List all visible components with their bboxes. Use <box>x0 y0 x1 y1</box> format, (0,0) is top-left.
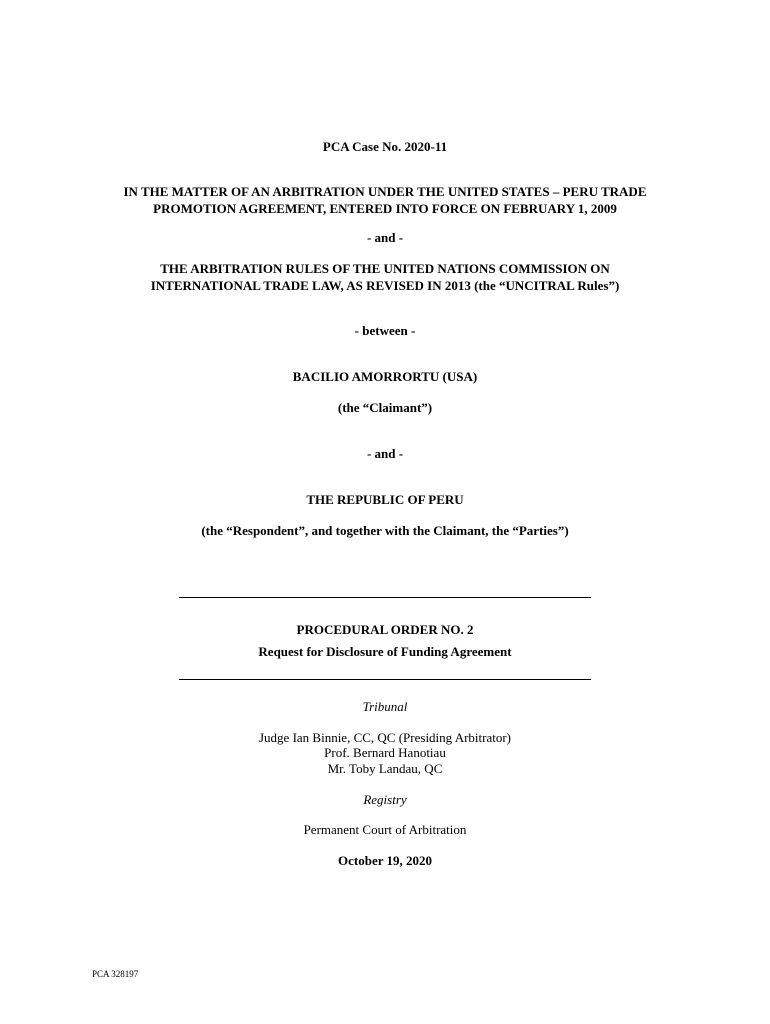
top-divider <box>179 597 591 598</box>
tribunal-heading: Tribunal <box>362 699 408 714</box>
matter-line-2: PROMOTION AGREEMENT, ENTERED INTO FORCE ON FEBRUARY 1, 2009 <box>153 201 617 216</box>
registry-name: Permanent Court of Arbitration <box>303 822 467 837</box>
order-subtitle: Request for Disclosure of Funding Agreement <box>258 644 512 659</box>
respondent-label: (the “Respondent”, and together with the Claimant, the “Parties”) <box>201 523 569 538</box>
and-separator-1: - and - <box>366 230 404 245</box>
claimant-label: (the “Claimant”) <box>337 400 433 415</box>
case-number: PCA Case No. 2020-11 <box>322 139 448 154</box>
between-separator: - between - <box>354 323 416 338</box>
document-date: October 19, 2020 <box>338 853 432 868</box>
bottom-divider <box>179 679 591 680</box>
and-separator-2: - and - <box>366 446 404 461</box>
footer-reference: PCA 328197 <box>92 969 139 979</box>
tribunal-member: Mr. Toby Landau, QC <box>327 761 443 776</box>
registry-heading: Registry <box>363 792 407 807</box>
claimant-name: BACILIO AMORRORTU (USA) <box>292 369 478 384</box>
tribunal-member: Prof. Bernard Hanotiau <box>324 745 446 760</box>
order-title: PROCEDURAL ORDER NO. 2 <box>296 622 474 637</box>
matter-line-1: IN THE MATTER OF AN ARBITRATION UNDER THE UNITED STATES – PERU TRADE <box>123 184 647 199</box>
respondent-name: THE REPUBLIC OF PERU <box>306 492 464 507</box>
rules-line-1: THE ARBITRATION RULES OF THE UNITED NATIONS COMMISSION ON <box>160 261 610 276</box>
tribunal-member: Judge Ian Binnie, CC, QC (Presiding Arbitrator) <box>258 730 512 745</box>
rules-line-2: INTERNATIONAL TRADE LAW, AS REVISED IN 2013 (the “UNCITRAL Rules”) <box>150 278 620 293</box>
